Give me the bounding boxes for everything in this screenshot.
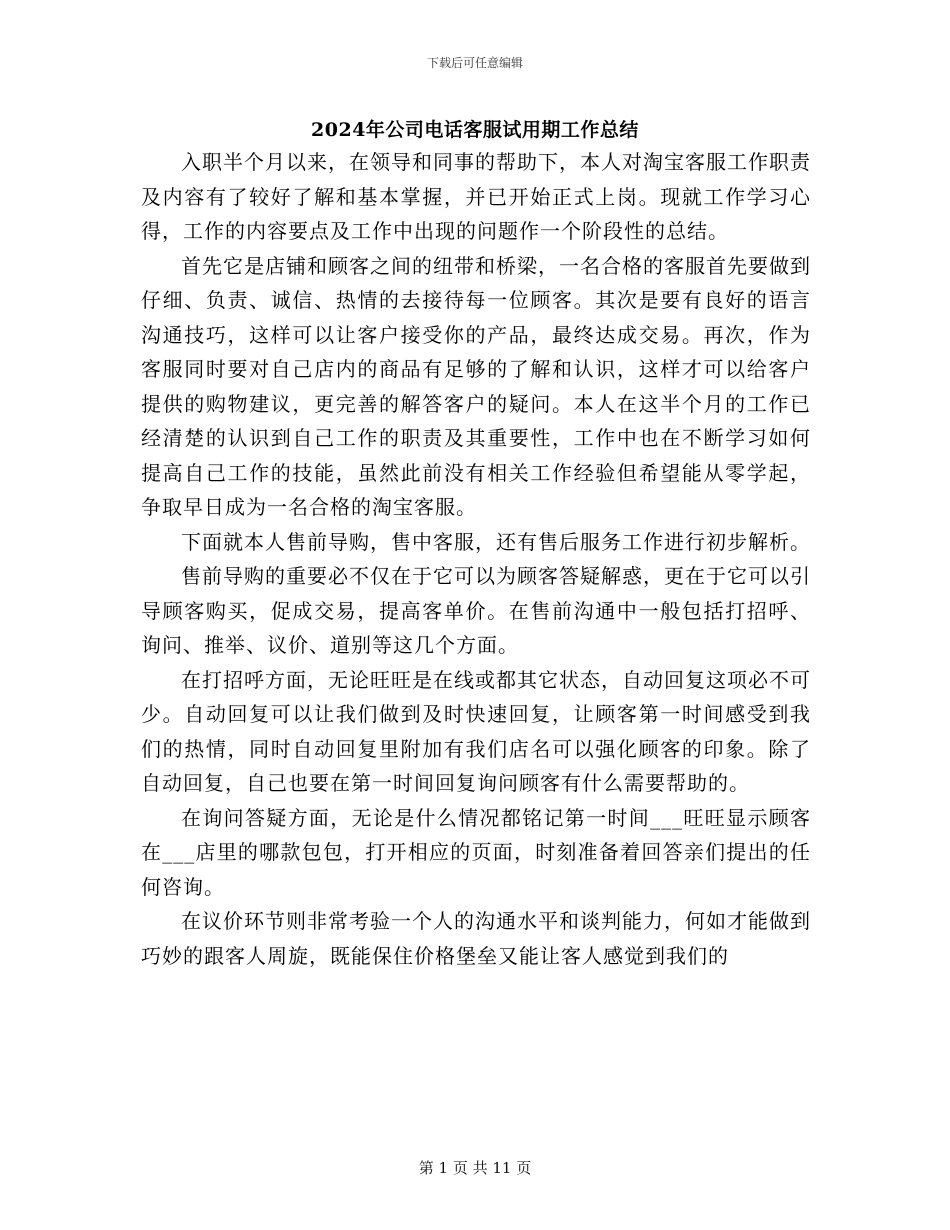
paragraph-3: 下面就本人售前导购，售中客服，还有售后服务工作进行初步解析。 <box>181 529 811 554</box>
paragraph-5: 在打招呼方面，无论旺旺是在线或都其它状态，自动回复这项必不可少。自动回复可以让我们做到及时快速回复，让顾客第一时间感受到我们的热情，同时自动回复里附加有我们店名可以强化顾客的印象。除了自动回复，自己也要在第一时间回复询问顾客有什么需要帮助的。 <box>141 667 811 795</box>
paragraph-7: 在议价环节则非常考验一个人的沟通水平和谈判能力，何如才能做到巧妙的跟客人周旋，既能保住价格堡垒又能让客人感觉到我们的 <box>141 909 811 968</box>
paragraph-6: 在询问答疑方面，无论是什么情况都铭记第一时间___旺旺显示顾客在___店里的哪款包包，打开相应的页面，时刻准备着回答亲们提出的任何咨询。 <box>141 805 811 899</box>
document-body <box>141 145 811 973</box>
page-header-note: 下载后可任意编辑 <box>426 56 523 70</box>
paragraph-1: 入职半个月以来，在领导和同事的帮助下，本人对淘宝客服工作职责及内容有了较好了解和基本掌握，并已开始正式上岗。现就工作学习心得，工作的内容要点及工作中出现的问题作一个阶段性的总结。 <box>141 150 811 243</box>
page-number: 第 1 页 共 11 页 <box>418 1159 532 1177</box>
paragraph-4: 售前导购的重要必不仅在于它可以为顾客答疑解惑，更在于它可以引导顾客购买，促成交易，提高客单价。在售前沟通中一般包括打招呼、询问、推举、议价、道别等这几个方面。 <box>141 564 811 657</box>
document-title: 2024年公司电话客服试用期工作总结 <box>311 119 639 141</box>
paragraph-2: 首先它是店铺和顾客之间的纽带和桥梁，一名合格的客服首先要做到仔细、负责、诚信、热情的去接待每一位顾客。其次是要有良好的语言沟通技巧，这样可以让客户接受你的产品，最终达成交易。再次，作为客服同时要对自己店内的商品有足够的了解和认识，这样才可以给客户提供的购物建议，更完善的解答客户的疑问。本人在这半个月的工作已经清楚的认识到自己工作的职责及其重要性，工作中也在不断学习如何提高自己工作的技能，虽然此前没有相关工作经验但希望能从零学起，争取早日成为一名合格的淘宝客服。 <box>141 253 811 519</box>
